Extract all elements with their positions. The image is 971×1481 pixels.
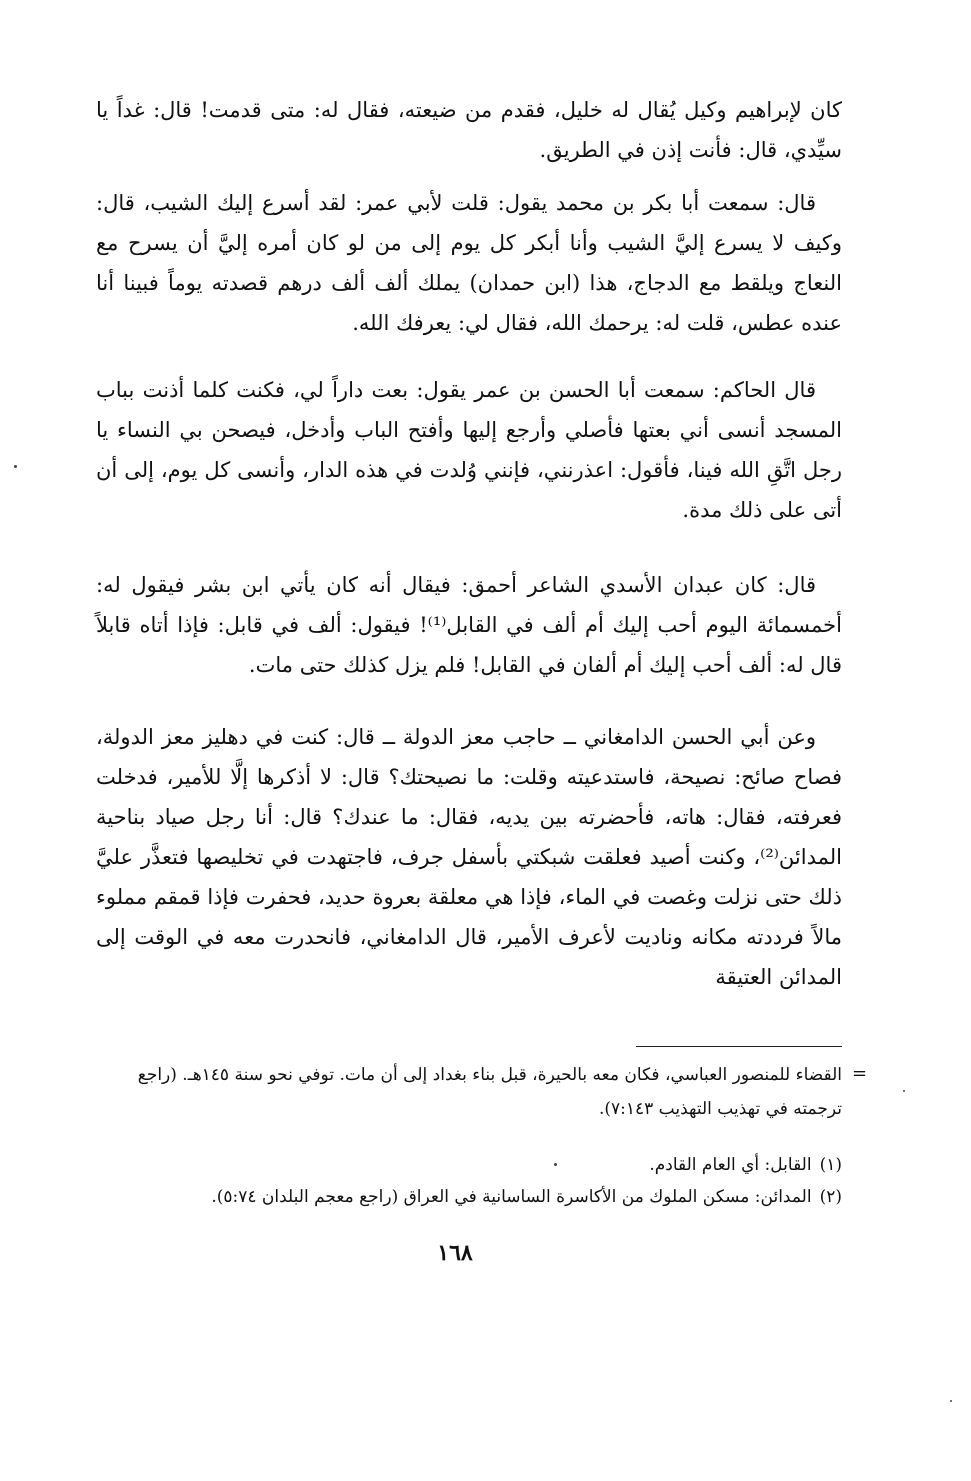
paragraph-text: قال: كان عبدان الأسدي الشاعر أحمق: فيقال أنه كان يأتي ابن بشر فيقول له: أخمسمائة اليوم أحب إليك أم ألف في القابل⁽¹⁾! فيقول: ألف في قابل: فإذا أتاه قابلاً قال له: ألف أحب إليك أم ألفان في القابل! فلم يزل كذلك حتى مات.: [96, 573, 842, 677]
footnote-number: (٢): [819, 1187, 842, 1207]
footnote-text: المدائن: مسكن الملوك من الأكاسرة الساسانية في العراق (راجع معجم البلدان ٥:٧٤).: [211, 1187, 812, 1207]
footnote-continued: القضاء للمنصور العباسي، فكان معه بالحيرة، قبل بناء بغداد إلى أن مات. توفي نحو سنة ١٤٥هـ. (راجع ترجمته في تهذيب التهذيب ٧:١٤٣).: [137, 1065, 842, 1119]
paragraph-5: [96, 717, 842, 997]
paragraph-text: وعن أبي الحسن الدامغاني ــ حاجب معز الدولة ــ قال: كنت في دهليز معز الدولة، فصاح صائح: نصيحة، فاستدعيته وقلت: ما نصيحتك؟ قال: لا أذكرها إلَّا للأمير، فدخلت فعرفته، فقال: هاته، فأحضرته بين يديه، فقال: ما عندك؟ قال: أنا رجل صياد بناحية المدائن⁽²⁾، وكنت أصيد فعلقت شبكتي بأسفل جرف، فاجتهدت في تخليصها فتعذَّر عليَّ ذلك حتى نزلت وغصت في الماء، فإذا هي معلقة بعروة حديد، فحفرت فإذا قمقم مملوء مالاً فرددته مكانه وناديت لأعرف الأمير، قال الدامغاني، فانحدرت معه في الوقت إلى المدائن العتيقة: [96, 725, 842, 989]
footnote-number: (١): [819, 1155, 842, 1175]
paragraph-text: قال الحاكم: سمعت أبا الحسن بن عمر يقول: بعت داراً لي، فكنت كلما أذنت بباب المسجد أنسى أني بعتها فأصلي وأرجع إليها وأفتح الباب وأدخل، فيصحن بي النساء يا رجل اتَّقِ الله فينا، فأقول: اعذرنني، فإنني وُلدت في هذه الدار، وأنسى كل يوم، إلى أن أتى على ذلك مدة.: [96, 378, 842, 522]
paragraph-4: [96, 565, 842, 685]
page-number: ١٦٨: [437, 1240, 473, 1266]
footnote-text: القابل: أي العام القادم.: [649, 1155, 812, 1175]
scan-speck: [950, 1400, 952, 1402]
paragraph-2: [96, 183, 842, 343]
paragraph-text: قال: سمعت أبا بكر بن محمد يقول: قلت لأبي عمر: لقد أسرع إليك الشيب، قال: وكيف لا يسرع إليَّ الشيب وأنا أبكر كل يوم إلى من لو كان أمره إليَّ أن يسرح مع النعاج ويلقط مع الدجاج، هذا (ابن حمدان) يملك ألف ألف درهم قصدته يوماً فبينا أنا عنده عطس، قلت له: يرحمك الله، فقال لي: يعرفك الله.: [96, 191, 842, 335]
footnote-continuation-marker: =: [852, 1063, 868, 1084]
scan-speck: [14, 465, 17, 468]
scan-speck: [554, 1163, 557, 1166]
paragraph-text: كان لإبراهيم وكيل يُقال له خليل، فقدم من ضيعته، فقال له: متى قدمت! قال: غداً يا سيِّدي، قال: فأنت إذن في الطريق.: [96, 98, 842, 162]
paragraph-1: [96, 90, 842, 170]
footnote-1: [96, 1150, 842, 1180]
footnote-2: [96, 1182, 842, 1212]
scan-speck: [903, 1090, 905, 1092]
paragraph-3: [96, 370, 842, 530]
footnote-divider: [636, 1046, 842, 1047]
